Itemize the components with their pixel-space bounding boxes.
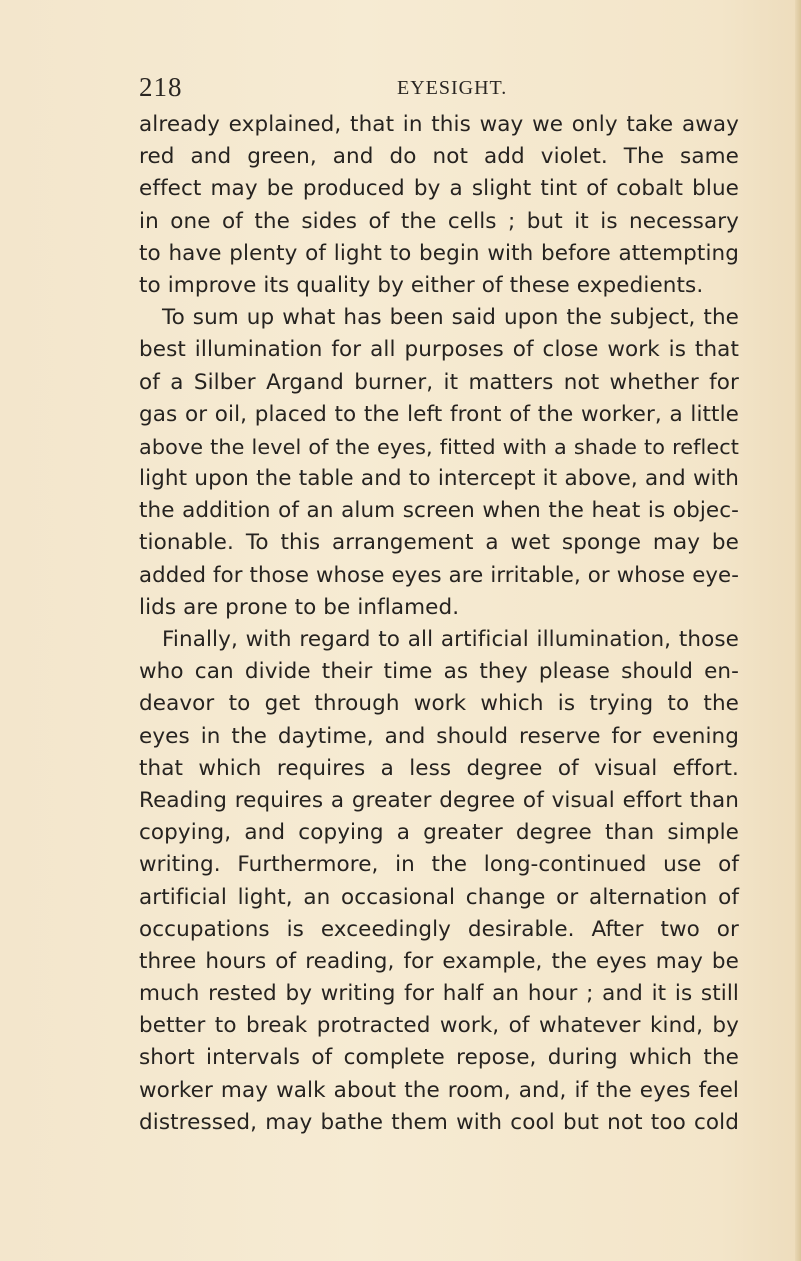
text-line: worker may walk about the room, and, if the eyes feel (139, 1077, 739, 1103)
text-line: above the level of the eyes, fitted with a shade to reflect (139, 434, 739, 459)
text-line-paragraph-end: lids are prone to be inflamed. (139, 594, 460, 620)
text-line: in one of the sides of the cells ; but it is necessary (139, 208, 739, 234)
body-text (139, 109, 739, 1139)
text-line: who can divide their time as they please should en- (139, 659, 739, 685)
text-line: deavor to get through work which is trying to the (139, 691, 739, 717)
text-line: gas or oil, placed to the left front of the worker, a little (139, 401, 739, 427)
text-line-paragraph-end: to improve its quality by either of these expedients. (139, 272, 704, 298)
text-line: effect may be produced by a slight tint of cobalt blue (139, 176, 739, 202)
text-line: short intervals of complete repose, during which the (139, 1045, 739, 1071)
text-line: better to break protracted work, of whatever kind, by (139, 1013, 739, 1039)
text-line-paragraph-start: To sum up what has been said upon the subject, the (162, 305, 739, 331)
text-line-paragraph-start: Finally, with regard to all artificial illumination, those (162, 627, 739, 652)
text-line: much rested by writing for half an hour ; and it is still (139, 981, 739, 1007)
text-line: distressed, may bathe them with cool but not too cold (139, 1109, 739, 1135)
text-line: to have plenty of light to begin with before attempting (139, 240, 739, 266)
text-line: three hours of reading, for example, the eyes may be (139, 948, 739, 974)
text-line: best illumination for all purposes of close work is that (139, 337, 739, 363)
text-line: the addition of an alum screen when the heat is objec- (139, 498, 739, 524)
text-line: added for those whose eyes are irritable, or whose eye- (139, 562, 739, 588)
text-line: of a Silber Argand burner, it matters not whether for (139, 369, 739, 395)
text-line: writing. Furthermore, in the long-continued use of (139, 852, 739, 878)
page-edge (795, 0, 801, 1261)
text-line: eyes in the daytime, and should reserve for evening (139, 723, 739, 749)
text-line: already explained, that in this way we only take away (139, 112, 739, 137)
page-number: 218 (139, 72, 183, 102)
text-line: occupations is exceedingly desirable. After two or (139, 916, 739, 942)
page-header (139, 72, 739, 102)
text-line: that which requires a less degree of visual effort. (139, 755, 739, 781)
text-line: light upon the table and to intercept it above, and with (139, 466, 739, 492)
text-line: artificial light, an occasional change or alternation of (139, 884, 739, 910)
text-line: Reading requires a greater degree of visual effort than (139, 787, 739, 813)
text-line: red and green, and do not add violet. The same (139, 144, 739, 170)
text-line: copying, and copying a greater degree than simple (139, 820, 739, 846)
text-line: tionable. To this arrangement a wet sponge may be (139, 530, 739, 556)
running-head: EYESIGHT. (397, 77, 508, 99)
